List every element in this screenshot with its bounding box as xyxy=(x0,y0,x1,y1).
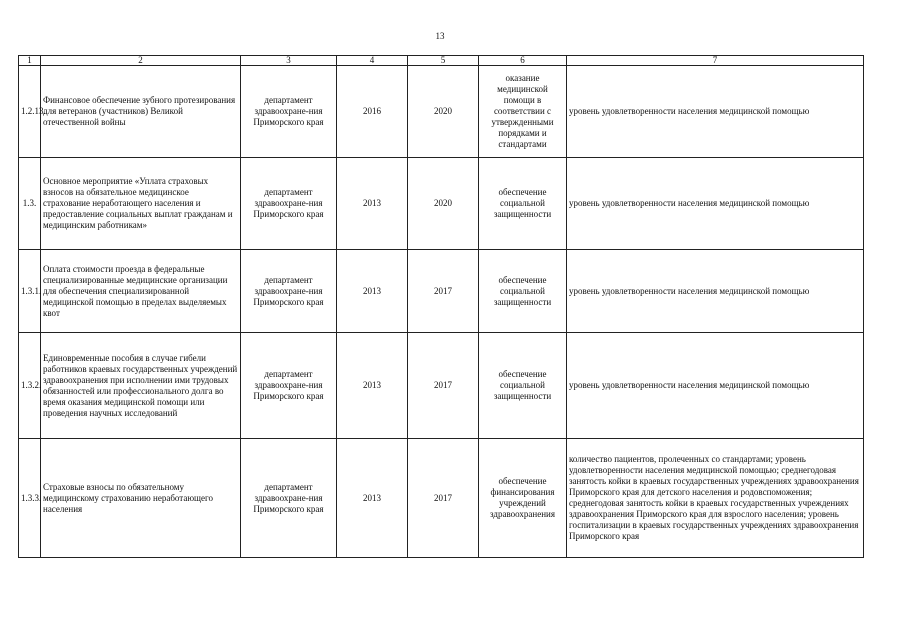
target-indicator: уровень удовлетворенности населения медицинской помощью xyxy=(567,66,864,158)
column-header: 5 xyxy=(408,56,479,66)
activity-name: Оплата стоимости проезда в федеральные специализированные медицинские организации для обеспечения специализированной медицинской помощью в пределах выделяемых квот xyxy=(41,250,241,333)
column-header: 2 xyxy=(41,56,241,66)
end-year: 2017 xyxy=(408,250,479,333)
expected-result: оказание медицинской помощи в соответствии с утвержденными порядками и стандартами xyxy=(479,66,567,158)
start-year: 2013 xyxy=(337,250,408,333)
end-year: 2017 xyxy=(408,333,479,439)
target-indicator: количество пациентов, пролеченных со стандартами; уровень удовлетворенности населения медицинской помощью; среднегодовая занятость койки в краевых государственных учреждениях здравоохранения Приморского края для детского населения и родовспоможения; среднегодовая занятость койки в краевых государственных учреждениях здравоохранения Приморского края для взрослого населения; уровень госпитализации в краевых государственных учреждениях здравоохранения Приморского края xyxy=(567,439,864,558)
activity-name: Единовременные пособия в случае гибели работников краевых государственных учреждений здравоохранения при исполнении ими трудовых обязанностей или профессионального долга во время оказания медицинской помощи или проведения научных исследований xyxy=(41,333,241,439)
table-row xyxy=(19,333,864,439)
target-indicator: уровень удовлетворенности населения медицинской помощью xyxy=(567,250,864,333)
header-row xyxy=(19,56,864,66)
responsible-executor: департамент здравоохране-ния Приморского края xyxy=(241,158,337,250)
end-year: 2017 xyxy=(408,439,479,558)
page-number: 13 xyxy=(435,31,445,41)
end-year: 2020 xyxy=(408,158,479,250)
responsible-executor: департамент здравоохране-ния Приморского края xyxy=(241,66,337,158)
column-header: 6 xyxy=(479,56,567,66)
activity-name: Финансовое обеспечение зубного протезирования для ветеранов (участников) Великой отечественной войны xyxy=(41,66,241,158)
activity-number: 1.3.2. xyxy=(19,333,41,439)
activity-number: 1.3.1. xyxy=(19,250,41,333)
target-indicator: уровень удовлетворенности населения медицинской помощью xyxy=(567,333,864,439)
expected-result: обеспечение социальной защищенности xyxy=(479,250,567,333)
activity-name: Основное мероприятие «Уплата страховых взносов на обязательное медицинское страхование неработающего населения и предоставление социальных выплат гражданам и медицинским работникам» xyxy=(41,158,241,250)
column-header: 3 xyxy=(241,56,337,66)
responsible-executor: департамент здравоохране-ния Приморского края xyxy=(241,250,337,333)
start-year: 2013 xyxy=(337,158,408,250)
table-row xyxy=(19,66,864,158)
expected-result: обеспечение социальной защищенности xyxy=(479,158,567,250)
table-row xyxy=(19,158,864,250)
expected-result: обеспечение финансирования учреждений здравоохранения xyxy=(479,439,567,558)
responsible-executor: департамент здравоохране-ния Приморского края xyxy=(241,333,337,439)
target-indicator: уровень удовлетворенности населения медицинской помощью xyxy=(567,158,864,250)
start-year: 2013 xyxy=(337,333,408,439)
activity-number: 1.2.13. xyxy=(19,66,41,158)
column-header: 4 xyxy=(337,56,408,66)
responsible-executor: департамент здравоохране-ния Приморского края xyxy=(241,439,337,558)
activity-name: Страховые взносы по обязательному медицинскому страхованию неработающего населения xyxy=(41,439,241,558)
end-year: 2020 xyxy=(408,66,479,158)
column-header: 7 xyxy=(567,56,864,66)
program-activities-table xyxy=(18,55,864,558)
table-row xyxy=(19,250,864,333)
activity-number: 1.3. xyxy=(19,158,41,250)
start-year: 2013 xyxy=(337,439,408,558)
activity-number: 1.3.3. xyxy=(19,439,41,558)
start-year: 2016 xyxy=(337,66,408,158)
expected-result: обеспечение социальной защищенности xyxy=(479,333,567,439)
column-header: 1 xyxy=(19,56,41,66)
table-row xyxy=(19,439,864,558)
